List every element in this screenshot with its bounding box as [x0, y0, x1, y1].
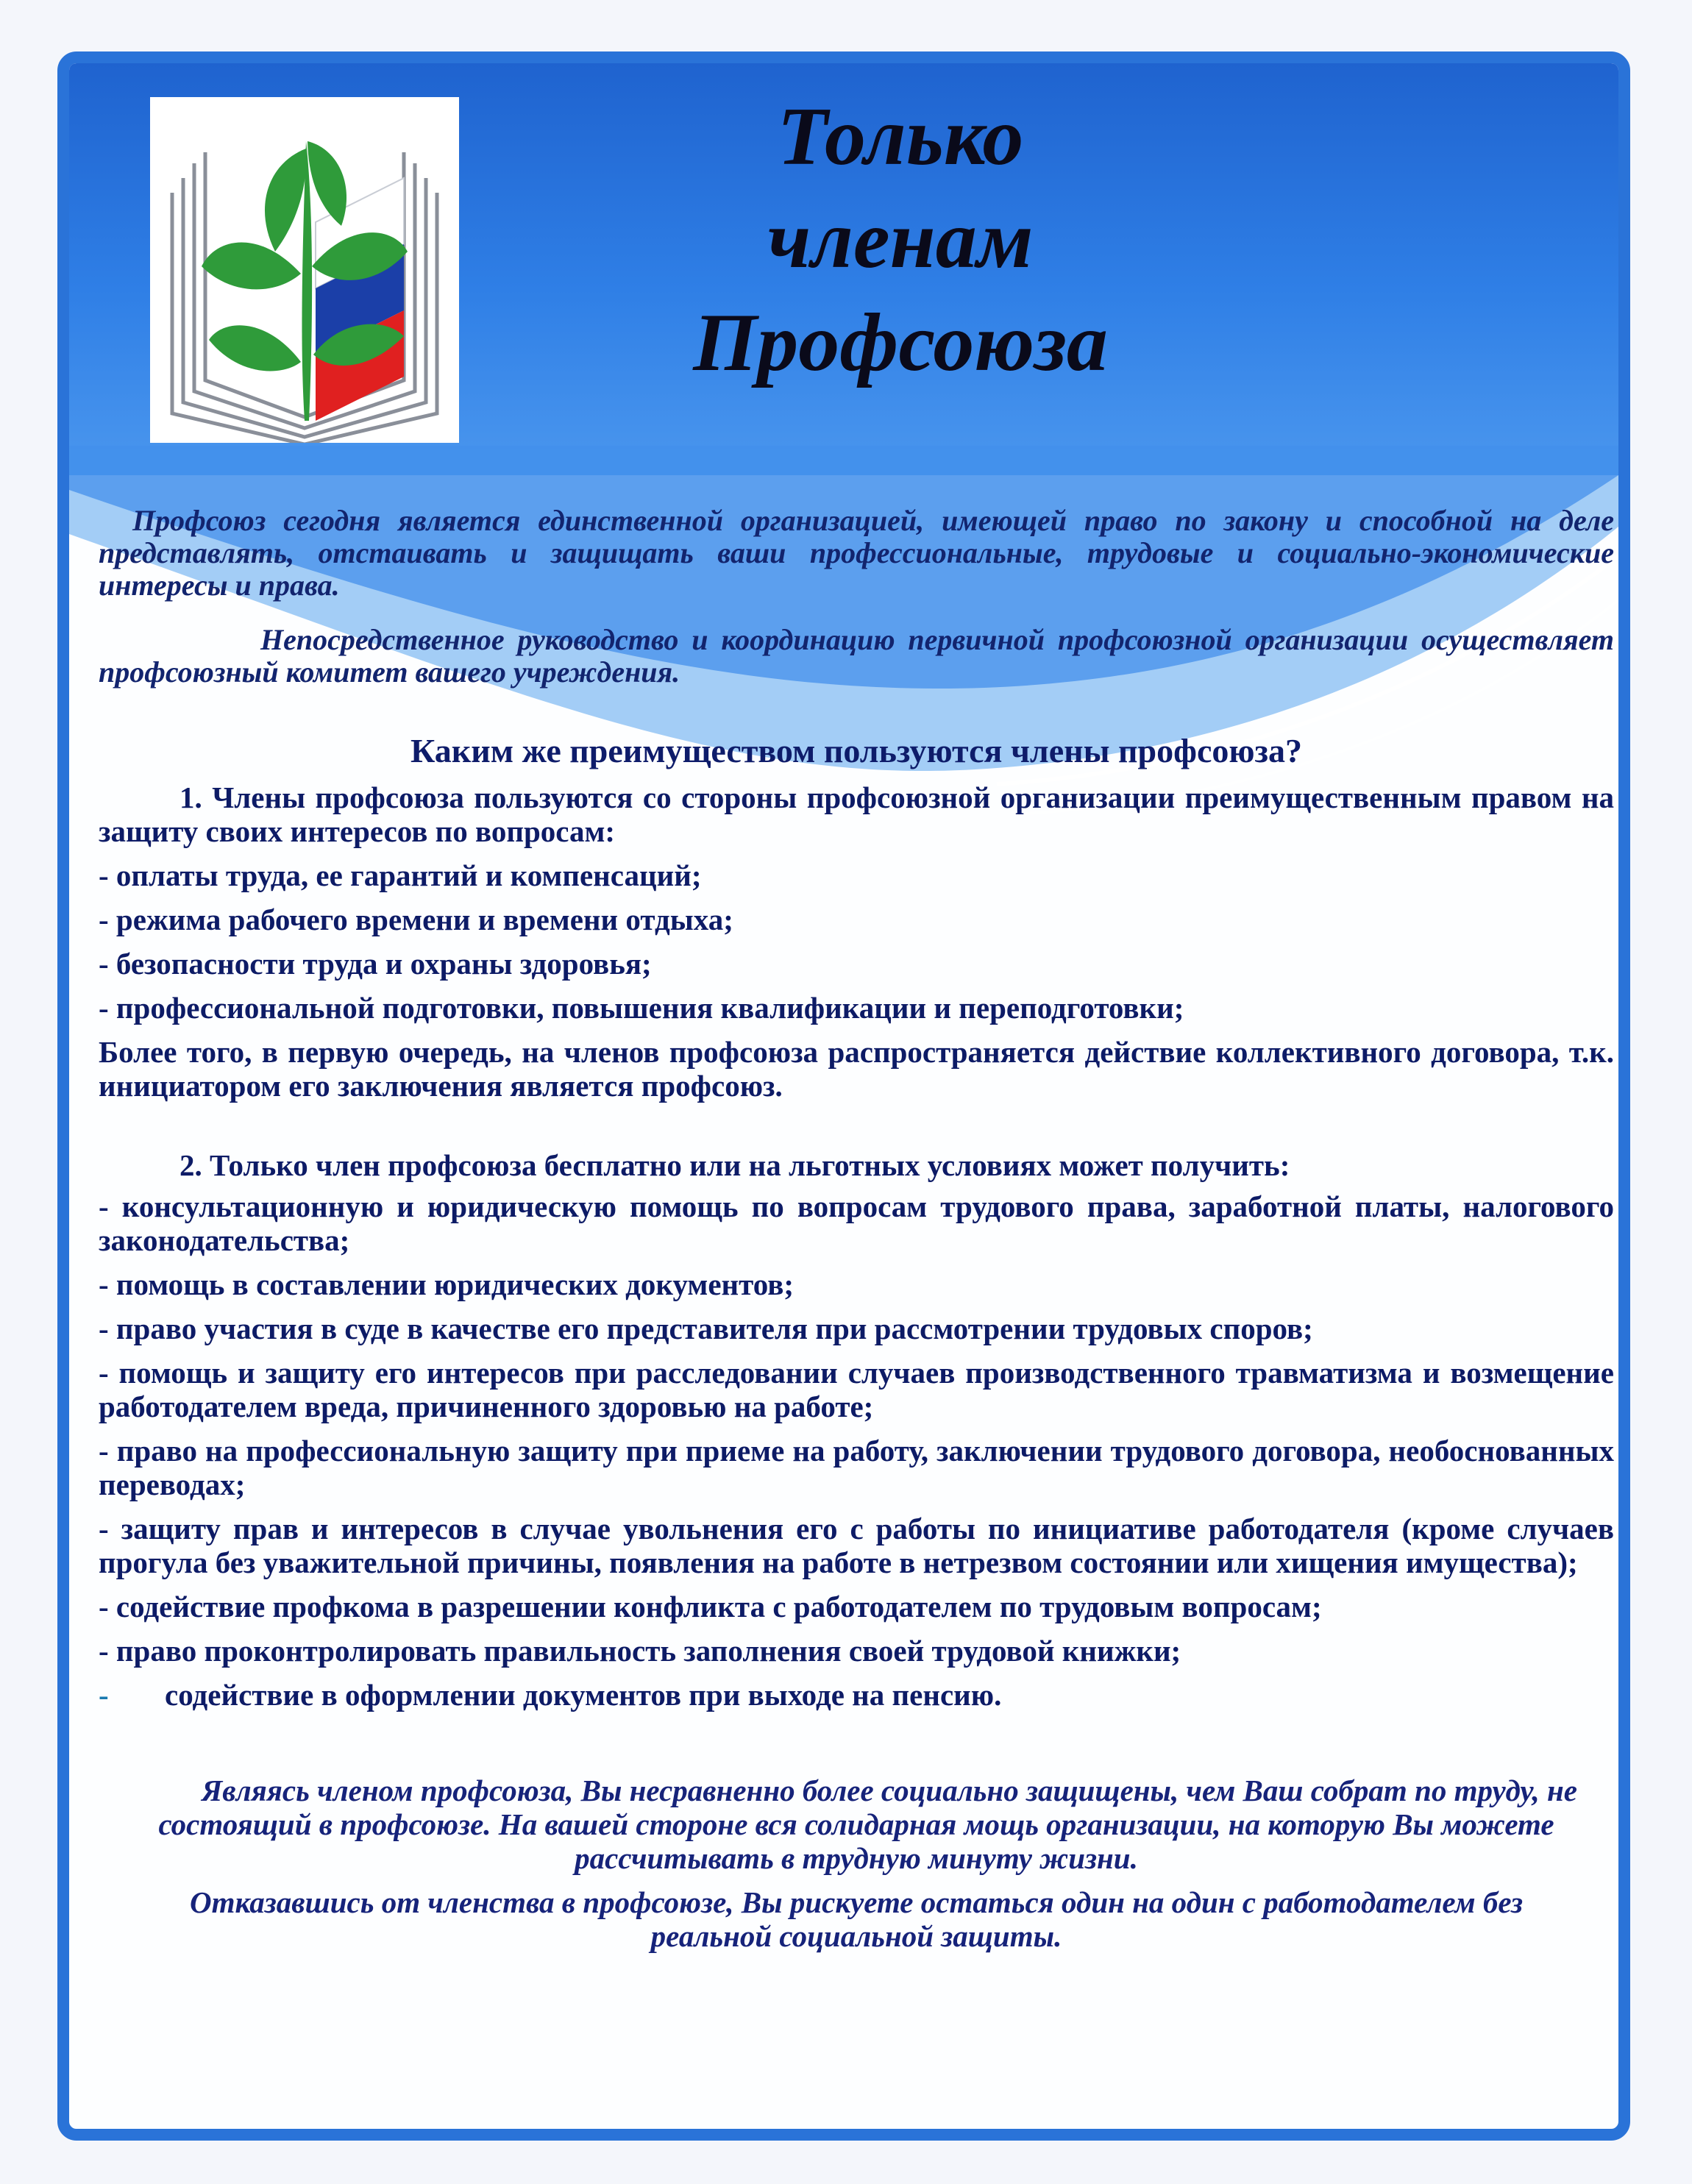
- list-item: - право участия в суде в качестве его представителя при рассмотрении трудовых споров;: [99, 1312, 1313, 1345]
- intro-paragraph: Непосредственное руководство и координацию первичной профсоюзной организации осуществляет профсоюзный комитет вашего учреждения.: [99, 623, 1614, 689]
- main-content: [99, 505, 1614, 1953]
- section-heading: Каким же преимуществом пользуются члены профсоюза?: [410, 732, 1302, 769]
- list-item: - оплаты труда, ее гарантий и компенсаций;: [99, 858, 702, 892]
- list-item: - помощь в составлении юридических документов;: [99, 1267, 795, 1301]
- section-lead: 2. Только член профсоюза бесплатно или на льготных условиях может получить:: [179, 1148, 1290, 1182]
- list-item: - режима рабочего времени и времени отдыха;: [99, 903, 733, 936]
- list-item: - профессиональной подготовки, повышения квалификации и переподготовки;: [99, 991, 1184, 1025]
- section-2: [99, 1148, 1614, 1712]
- list-item: - содействие профкома в разрешении конфликта с работодателем по трудовым вопросам;: [99, 1590, 1322, 1623]
- closing-paragraph: Отказавшись от членства в профсоюзе, Вы рискуете остаться один на один с работодателем без реальной социальной защиты.: [190, 1885, 1523, 1953]
- section-note: Более того, в первую очередь, на членов профсоюза распространяется действие коллективного договора, т.к. инициатором его заключения является профсоюз.: [99, 1035, 1614, 1103]
- title-line: членам: [767, 194, 1034, 285]
- title-line: Только: [777, 91, 1024, 182]
- list-item: - безопасности труда и охраны здоровья;: [99, 947, 652, 981]
- poster-frame: [57, 51, 1630, 2141]
- page-title: [540, 85, 1261, 394]
- list-item: [99, 1678, 1614, 1712]
- union-logo: [150, 97, 459, 443]
- list-dash: -: [99, 1678, 109, 1712]
- list-item: - защиту прав и интересов в случае увольнения его с работы по инициативе работодателя (кроме случаев прогула без уважительной причины, появления на работе в нетрезвом состоянии или хищения имущества);: [99, 1512, 1614, 1579]
- intro-block: [99, 505, 1614, 689]
- list-item: - консультационную и юридическую помощь по вопросам трудового права, заработной платы, налогового законодательства;: [99, 1189, 1614, 1257]
- section-1: [99, 780, 1614, 1103]
- list-item-text: содействие в оформлении документов при выходе на пенсию.: [165, 1678, 1002, 1712]
- list-item: - помощь и защиту его интересов при расследовании случаев производственного травматизма и возмещение работодателем вреда, причиненного здоровью на работе;: [99, 1356, 1614, 1423]
- section-lead: 1. Члены профсоюза пользуются со стороны профсоюзной организации преимущественным правом на защиту своих интересов по вопросам:: [99, 780, 1614, 848]
- intro-paragraph: Профсоюз сегодня является единственной организацией, имеющей право по закону и способной на деле представлять, отстаивать и защищать ваши профессиональные, трудовые и социально-экономические интересы и права.: [99, 504, 1614, 602]
- closing-block: [99, 1774, 1614, 1953]
- title-line: Профсоюза: [693, 297, 1108, 388]
- closing-paragraph: Являясь членом профсоюза, Вы несравненно более социально защищены, чем Ваш собрат по труду, не состоящий в профсоюзе. На вашей стороне вся солидарная мощь организации, на которую Вы можете рассчитывать в трудную минуту жизни.: [158, 1774, 1577, 1875]
- list-item: - право на профессиональную защиту при приеме на работу, заключении трудового договора, необоснованных переводах;: [99, 1434, 1614, 1501]
- list-item: - право проконтролировать правильность заполнения своей трудовой книжки;: [99, 1634, 1181, 1668]
- union-emblem-book-sprout-icon: [150, 97, 459, 443]
